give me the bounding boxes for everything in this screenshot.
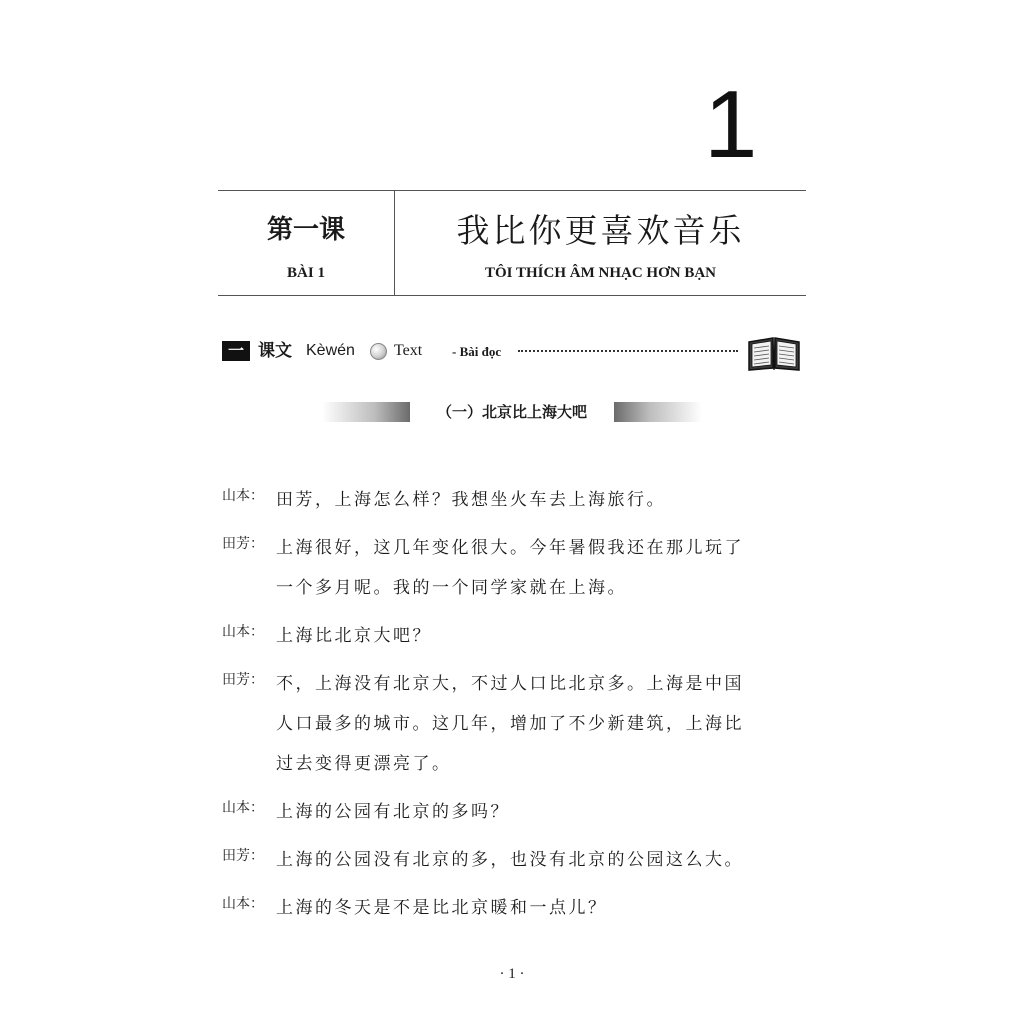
speaker-name: 山本：	[222, 488, 264, 504]
dialogue-line	[222, 792, 822, 832]
section-label-en: Text	[394, 342, 423, 359]
section-label-zh: 课文	[258, 341, 292, 361]
page-number: · 1 ·	[499, 966, 525, 982]
dialogue-line	[222, 888, 822, 928]
speaker-name: 山本：	[222, 800, 264, 816]
dialogue-line	[222, 480, 822, 520]
dialogue-line	[222, 840, 822, 880]
dialogue-subtitle: （一）北京比上海大吧	[436, 403, 587, 421]
subtitle-gradient-right	[614, 402, 702, 422]
section-number-badge: 一	[222, 341, 250, 361]
speech-text: 不，上海没有北京大，不过人口比北京多。上海是中国 人口最多的城市。这几年，增加了不少新建筑，上海比 过去变得更漂亮了。	[276, 674, 744, 774]
lesson-title-zh: 我比你更喜欢音乐	[456, 211, 745, 250]
speaker-name: 田芳：	[222, 536, 264, 552]
dialogue	[222, 480, 822, 936]
section-heading	[222, 336, 806, 370]
lesson-header	[218, 190, 806, 296]
book-icon	[746, 332, 802, 372]
lesson-number: 1	[704, 71, 758, 178]
speaker-name: 田芳：	[222, 672, 264, 688]
dialogue-line	[222, 528, 822, 608]
speaker-name: 田芳：	[222, 848, 264, 864]
lesson-title-vi: TÔI THÍCH ÂM NHẠC HƠN BẠN	[485, 265, 716, 281]
speech-text: 上海的公园有北京的多吗？	[276, 802, 510, 822]
lesson-label-zh: 第一课	[266, 215, 345, 245]
speech-text: 田芳，上海怎么样？我想坐火车去上海旅行。	[276, 490, 666, 510]
dialogue-line	[222, 616, 822, 656]
speaker-name: 山本：	[222, 624, 264, 640]
dialogue-line	[222, 664, 822, 784]
bullet-circle-icon	[370, 343, 387, 360]
subtitle-gradient-left	[322, 402, 410, 422]
dotted-leader	[518, 348, 738, 352]
speech-text: 上海的冬天是不是比北京暖和一点儿？	[276, 898, 608, 918]
speech-text: 上海的公园没有北京的多，也没有北京的公园这么大。	[276, 850, 744, 870]
lesson-label-vi: BÀI 1	[287, 265, 325, 281]
section-pinyin: Kèwén	[306, 342, 355, 359]
speaker-name: 山本：	[222, 896, 264, 912]
section-label-vi: - Bài đọc	[452, 344, 502, 359]
speech-text: 上海很好，这几年变化很大。今年暑假我还在那儿玩了 一个多月呢。我的一个同学家就在上海。	[276, 538, 744, 598]
speech-text: 上海比北京大吧？	[276, 626, 432, 646]
dialogue-subtitle-bar	[322, 400, 702, 424]
